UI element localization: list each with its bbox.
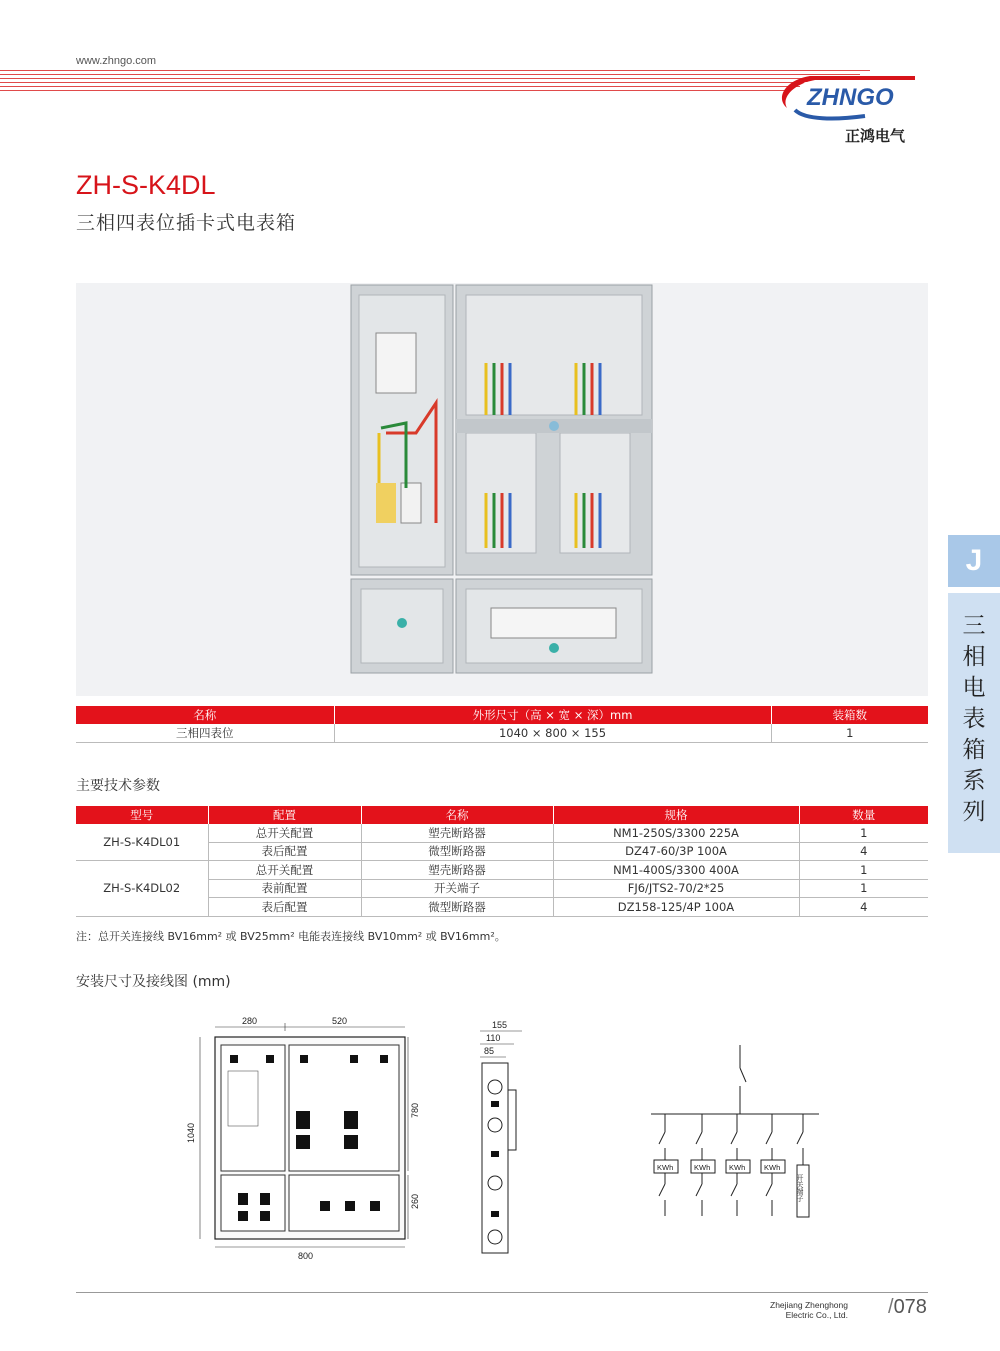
product-name: 三相四表位插卡式电表箱 [76, 212, 297, 234]
header-rule-5 [0, 86, 800, 87]
front-dimension-drawing [180, 1015, 420, 1265]
dim-depth: 155 [492, 1020, 508, 1030]
spec-cell-qty: 1 [771, 724, 928, 742]
page-number [888, 1296, 927, 1319]
config-cell: 表后配置 [208, 898, 361, 917]
header-rule-6 [0, 90, 790, 91]
dim-depth-110: 110 [486, 1033, 501, 1043]
spec-cell: NM1-400S/3300 400A [553, 861, 799, 880]
dim-lower-height: 260 [410, 1193, 420, 1209]
terminal-label: 开关端子 [796, 1174, 804, 1202]
config-cell: 表前配置 [208, 879, 361, 898]
kwh-label-3: KWh [729, 1163, 746, 1172]
logo-cn: 正鸿电气 [845, 127, 906, 145]
qty-cell: 1 [799, 824, 928, 842]
model-cell: ZH-S-K4DL01 [76, 824, 208, 861]
spec-cell: NM1-250S/3300 225A [553, 824, 799, 842]
dim-height: 1040 [186, 1122, 196, 1143]
series-char: 三 [962, 613, 986, 639]
params-header-config: 配置 [208, 806, 361, 824]
qty-cell: 4 [799, 898, 928, 917]
spec-header-qty: 装箱数 [771, 706, 928, 724]
kwh-label-4: KWh [764, 1163, 781, 1172]
config-cell: 总开关配置 [208, 824, 361, 842]
params-header-name: 名称 [361, 806, 553, 824]
spec-header-size: 外形尺寸（高 × 宽 × 深）mm [334, 706, 771, 724]
website-url[interactable]: www.zhngo.com [76, 55, 157, 67]
company-logo [775, 58, 935, 148]
params-header-model: 型号 [76, 806, 208, 824]
model-cell: ZH-S-K4DL02 [76, 861, 208, 917]
page-number-value: 078 [893, 1296, 927, 1318]
header-rule-1 [0, 70, 870, 71]
table-row [76, 824, 928, 842]
spec-cell: FJ6/JTS2-70/2*25 [553, 879, 799, 898]
params-heading: 主要技术参数 [76, 778, 160, 794]
spec-header-name: 名称 [76, 706, 334, 724]
table-row [76, 861, 928, 880]
page-slash: / [888, 1296, 894, 1318]
series-char: 系 [962, 768, 986, 794]
spec-cell: DZ158-125/4P 100A [553, 898, 799, 917]
footer-company-line2: Electric Co., Ltd. [785, 1310, 848, 1320]
spec-table [76, 706, 928, 743]
config-cell: 表后配置 [208, 842, 361, 861]
series-char: 箱 [962, 737, 986, 763]
qty-cell: 1 [799, 879, 928, 898]
series-char: 电 [962, 675, 986, 701]
dim-left-width: 280 [242, 1016, 258, 1026]
name-cell: 微型断路器 [361, 842, 553, 861]
side-dimension-drawing [472, 1015, 532, 1260]
qty-cell: 4 [799, 842, 928, 861]
spec-cell: DZ47-60/3P 100A [553, 842, 799, 861]
product-photo [76, 283, 928, 696]
params-table [76, 806, 928, 917]
header-rule-4 [0, 82, 840, 83]
product-model: ZH-S-K4DL [76, 170, 216, 200]
install-heading: 安装尺寸及接线图 (mm) [76, 974, 231, 990]
dim-upper-height: 780 [410, 1102, 420, 1118]
series-title-tab [948, 593, 1000, 853]
header-rule-2 [0, 74, 860, 75]
header-rule-3 [0, 78, 850, 79]
kwh-label-2: KWh [694, 1163, 711, 1172]
table-row [76, 724, 928, 742]
name-cell: 塑壳断路器 [361, 861, 553, 880]
logo-wordmark: ZHNGO [807, 84, 894, 111]
series-char: 列 [962, 799, 986, 825]
series-char: 表 [962, 706, 986, 732]
footer-company-line1: Zhejiang Zhenghong [770, 1300, 848, 1310]
name-cell: 塑壳断路器 [361, 824, 553, 842]
dim-total-width: 800 [298, 1251, 314, 1261]
kwh-label-1: KWh [657, 1163, 674, 1172]
spec-cell-size: 1040 × 800 × 155 [334, 724, 771, 742]
section-letter-tab: J [948, 535, 1000, 587]
qty-cell: 1 [799, 861, 928, 880]
dim-right-width: 520 [332, 1016, 348, 1026]
name-cell: 微型断路器 [361, 898, 553, 917]
series-char: 相 [962, 644, 986, 670]
dim-depth-85: 85 [484, 1046, 495, 1056]
footer-rule [76, 1292, 928, 1293]
params-header-qty: 数量 [799, 806, 928, 824]
footer-company [770, 1300, 848, 1320]
params-header-spec: 规格 [553, 806, 799, 824]
name-cell: 开关端子 [361, 879, 553, 898]
config-cell: 总开关配置 [208, 861, 361, 880]
wiring-note: 注：总开关连接线 BV16mm² 或 BV25mm² 电能表连接线 BV10mm² 或 BV16mm²。 [76, 930, 506, 943]
spec-cell-name: 三相四表位 [76, 724, 334, 742]
wiring-diagram [645, 1040, 825, 1225]
